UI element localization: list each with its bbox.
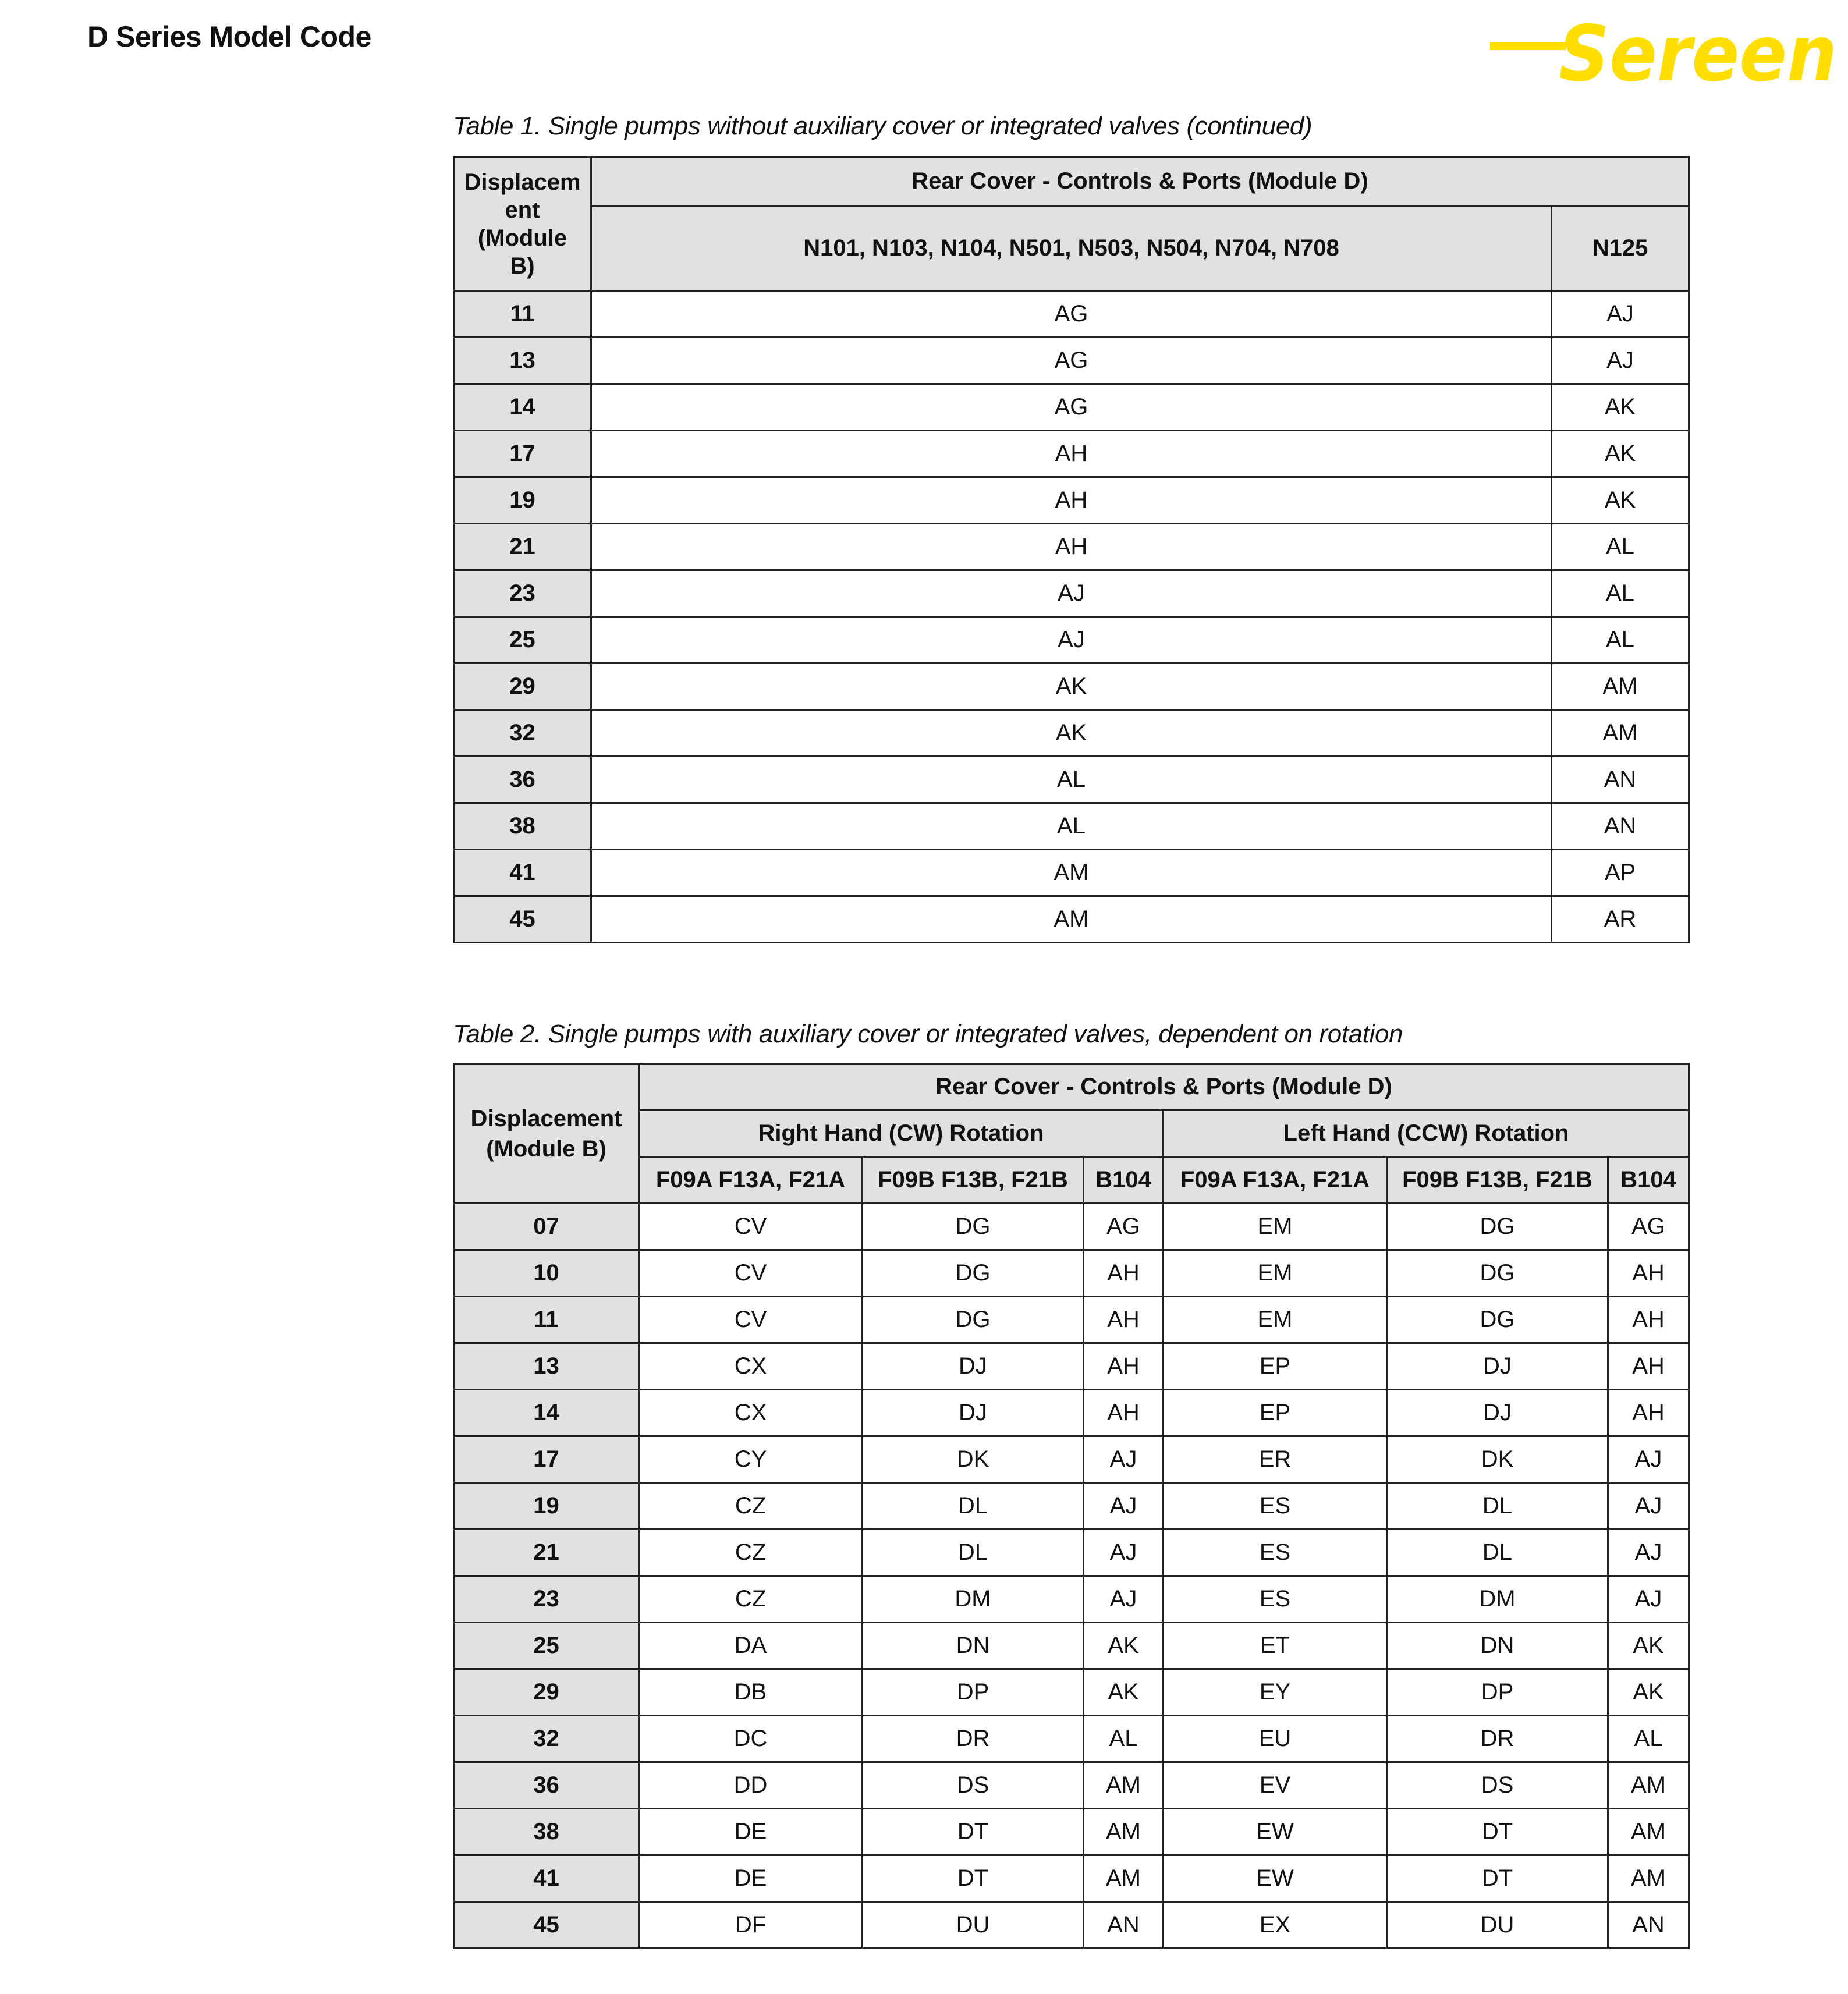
table2-col-header: F09A F13A, F21A <box>639 1157 863 1204</box>
code-cell: DT <box>863 1855 1084 1902</box>
table2-col-header: B104 <box>1608 1157 1689 1204</box>
code-cell: DC <box>639 1716 863 1762</box>
code-cell: EX <box>1164 1902 1387 1949</box>
table-row <box>454 1297 1689 1343</box>
table1-col-header: N125 <box>1552 206 1689 291</box>
code-cell: AL <box>591 757 1552 803</box>
displacement-cell: 29 <box>454 1669 639 1716</box>
table-row <box>454 1809 1689 1855</box>
table-row <box>454 757 1689 803</box>
code-cell: AG <box>591 338 1552 384</box>
table2-col-header: F09A F13A, F21A <box>1164 1157 1387 1204</box>
table2-rotation-header-cw: Right Hand (CW) Rotation <box>639 1110 1164 1157</box>
code-cell: DG <box>1387 1204 1608 1250</box>
code-cell: AH <box>1084 1297 1164 1343</box>
code-cell: AM <box>1084 1855 1164 1902</box>
code-cell: CX <box>639 1390 863 1436</box>
code-cell: AN <box>1552 757 1689 803</box>
code-cell: CZ <box>639 1483 863 1530</box>
code-cell: DL <box>863 1530 1084 1576</box>
code-cell: AJ <box>1084 1530 1164 1576</box>
code-cell: AH <box>591 524 1552 570</box>
code-cell: DR <box>863 1716 1084 1762</box>
table1 <box>453 156 1690 943</box>
table2-caption: Table 2. Single pumps with auxiliary cover or integrated valves, dependent on rotation <box>453 1020 1403 1048</box>
code-cell: AM <box>1084 1809 1164 1855</box>
code-cell: AL <box>591 803 1552 850</box>
table-row <box>454 1623 1689 1669</box>
code-cell: AJ <box>1084 1483 1164 1530</box>
table-row <box>454 1902 1689 1949</box>
table1-displacement-header: Displacem ent (Module B) <box>454 157 591 291</box>
table-row <box>454 1530 1689 1576</box>
code-cell: DT <box>1387 1855 1608 1902</box>
code-cell: DJ <box>1387 1343 1608 1390</box>
code-cell: DT <box>1387 1809 1608 1855</box>
code-cell: AH <box>591 431 1552 477</box>
table-row <box>454 1669 1689 1716</box>
table-row <box>454 617 1689 664</box>
code-cell: AM <box>1608 1855 1689 1902</box>
code-cell: AK <box>591 710 1552 757</box>
code-cell: AH <box>1084 1250 1164 1297</box>
code-cell: AR <box>1552 896 1689 943</box>
code-cell: AJ <box>1552 338 1689 384</box>
code-cell: AJ <box>1084 1436 1164 1483</box>
displacement-cell: 14 <box>454 384 591 431</box>
code-cell: AL <box>1552 617 1689 664</box>
code-cell: EM <box>1164 1250 1387 1297</box>
table2-col-header: B104 <box>1084 1157 1164 1204</box>
code-cell: DN <box>1387 1623 1608 1669</box>
code-cell: DL <box>1387 1530 1608 1576</box>
code-cell: CX <box>639 1343 863 1390</box>
table1-col-header: N101, N103, N104, N501, N503, N504, N704, N708 <box>591 206 1552 291</box>
code-cell: CZ <box>639 1530 863 1576</box>
table-row <box>454 1483 1689 1530</box>
code-cell: ES <box>1164 1576 1387 1623</box>
code-cell: AK <box>1552 477 1689 524</box>
code-cell: EP <box>1164 1390 1387 1436</box>
displacement-cell: 11 <box>454 291 591 338</box>
code-cell: AM <box>591 896 1552 943</box>
code-cell: AK <box>1552 431 1689 477</box>
code-cell: DM <box>1387 1576 1608 1623</box>
code-cell: CZ <box>639 1576 863 1623</box>
displacement-cell: 13 <box>454 1343 639 1390</box>
code-cell: AJ <box>1608 1436 1689 1483</box>
table-row <box>454 1390 1689 1436</box>
table2-body <box>454 1204 1689 1949</box>
company-logo <box>1490 12 1839 87</box>
code-cell: DL <box>863 1483 1084 1530</box>
displacement-cell: 25 <box>454 1623 639 1669</box>
code-cell: DG <box>863 1250 1084 1297</box>
code-cell: DR <box>1387 1716 1608 1762</box>
code-cell: DG <box>1387 1250 1608 1297</box>
code-cell: DG <box>863 1204 1084 1250</box>
code-cell: ET <box>1164 1623 1387 1669</box>
table1-caption: Table 1. Single pumps without auxiliary cover or integrated valves (continued) <box>453 112 1313 140</box>
code-cell: AK <box>1084 1669 1164 1716</box>
table-row <box>454 477 1689 524</box>
displacement-cell: 36 <box>454 1762 639 1809</box>
displacement-cell: 29 <box>454 664 591 710</box>
code-cell: DU <box>1387 1902 1608 1949</box>
code-cell: AN <box>1084 1902 1164 1949</box>
displacement-cell: 10 <box>454 1250 639 1297</box>
code-cell: AL <box>1552 524 1689 570</box>
code-cell: AK <box>1608 1669 1689 1716</box>
displacement-cell: 11 <box>454 1297 639 1343</box>
table-row <box>454 1716 1689 1762</box>
table2-displacement-header: Displacement (Module B) <box>454 1064 639 1204</box>
code-cell: DM <box>863 1576 1084 1623</box>
code-cell: CV <box>639 1250 863 1297</box>
table-row <box>454 524 1689 570</box>
displacement-cell: 32 <box>454 710 591 757</box>
code-cell: AM <box>1552 664 1689 710</box>
code-cell: DS <box>1387 1762 1608 1809</box>
code-cell: AG <box>1608 1204 1689 1250</box>
code-cell: AM <box>1552 710 1689 757</box>
code-cell: DN <box>863 1623 1084 1669</box>
table2-col-header: F09B F13B, F21B <box>863 1157 1084 1204</box>
table-row <box>454 1343 1689 1390</box>
code-cell: DK <box>1387 1436 1608 1483</box>
code-cell: AM <box>591 850 1552 896</box>
displacement-cell: 36 <box>454 757 591 803</box>
code-cell: AM <box>1608 1762 1689 1809</box>
table-row <box>454 384 1689 431</box>
table-row <box>454 338 1689 384</box>
code-cell: DJ <box>863 1390 1084 1436</box>
displacement-cell: 17 <box>454 1436 639 1483</box>
displacement-cell: 19 <box>454 477 591 524</box>
code-cell: AN <box>1608 1902 1689 1949</box>
code-cell: AJ <box>591 570 1552 617</box>
code-cell: ER <box>1164 1436 1387 1483</box>
displacement-cell: 21 <box>454 1530 639 1576</box>
code-cell: AP <box>1552 850 1689 896</box>
table-row <box>454 896 1689 943</box>
code-cell: AL <box>1608 1716 1689 1762</box>
table1-body <box>454 291 1689 943</box>
code-cell: DU <box>863 1902 1084 1949</box>
displacement-cell: 41 <box>454 850 591 896</box>
code-cell: AH <box>591 477 1552 524</box>
code-cell: AM <box>1608 1809 1689 1855</box>
displacement-cell: 14 <box>454 1390 639 1436</box>
table2-col-header: F09B F13B, F21B <box>1387 1157 1608 1204</box>
code-cell: AK <box>1552 384 1689 431</box>
code-cell: DA <box>639 1623 863 1669</box>
code-cell: EP <box>1164 1343 1387 1390</box>
displacement-cell: 32 <box>454 1716 639 1762</box>
code-cell: AJ <box>1608 1483 1689 1530</box>
code-cell: DP <box>1387 1669 1608 1716</box>
code-cell: DT <box>863 1809 1084 1855</box>
code-cell: AH <box>1608 1343 1689 1390</box>
displacement-cell: 41 <box>454 1855 639 1902</box>
displacement-cell: 25 <box>454 617 591 664</box>
code-cell: AN <box>1552 803 1689 850</box>
code-cell: AM <box>1084 1762 1164 1809</box>
code-cell: DF <box>639 1902 863 1949</box>
code-cell: AJ <box>1608 1576 1689 1623</box>
code-cell: AH <box>1608 1297 1689 1343</box>
table-row <box>454 1576 1689 1623</box>
code-cell: ES <box>1164 1530 1387 1576</box>
code-cell: AJ <box>1608 1530 1689 1576</box>
code-cell: DL <box>1387 1483 1608 1530</box>
code-cell: DP <box>863 1669 1084 1716</box>
table-row <box>454 710 1689 757</box>
code-cell: DD <box>639 1762 863 1809</box>
code-cell: DG <box>863 1297 1084 1343</box>
code-cell: DJ <box>863 1343 1084 1390</box>
code-cell: AJ <box>591 617 1552 664</box>
table-row <box>454 431 1689 477</box>
code-cell: EV <box>1164 1762 1387 1809</box>
table-row <box>454 850 1689 896</box>
code-cell: EW <box>1164 1809 1387 1855</box>
code-cell: CY <box>639 1436 863 1483</box>
code-cell: AG <box>1084 1204 1164 1250</box>
displacement-cell: 07 <box>454 1204 639 1250</box>
table-row <box>454 291 1689 338</box>
table-row <box>454 1250 1689 1297</box>
code-cell: DS <box>863 1762 1084 1809</box>
table-row <box>454 570 1689 617</box>
displacement-cell: 17 <box>454 431 591 477</box>
logo-swoosh-bar <box>1490 42 1566 50</box>
table-row <box>454 803 1689 850</box>
code-cell: AJ <box>1084 1576 1164 1623</box>
code-cell: EU <box>1164 1716 1387 1762</box>
page-title: D Series Model Code <box>87 20 371 53</box>
table1-group-header: Rear Cover - Controls & Ports (Module D) <box>591 157 1689 206</box>
code-cell: CV <box>639 1297 863 1343</box>
code-cell: AG <box>591 291 1552 338</box>
code-cell: AH <box>1084 1343 1164 1390</box>
code-cell: DJ <box>1387 1390 1608 1436</box>
displacement-cell: 21 <box>454 524 591 570</box>
table-row <box>454 1436 1689 1483</box>
code-cell: EY <box>1164 1669 1387 1716</box>
displacement-cell: 19 <box>454 1483 639 1530</box>
code-cell: AH <box>1084 1390 1164 1436</box>
table-row <box>454 1762 1689 1809</box>
code-cell: EM <box>1164 1204 1387 1250</box>
table-row <box>454 664 1689 710</box>
code-cell: AG <box>591 384 1552 431</box>
displacement-cell: 38 <box>454 1809 639 1855</box>
code-cell: AH <box>1608 1250 1689 1297</box>
code-cell: AL <box>1084 1716 1164 1762</box>
table2-group-header: Rear Cover - Controls & Ports (Module D) <box>639 1064 1689 1110</box>
code-cell: AH <box>1608 1390 1689 1436</box>
table-row <box>454 1204 1689 1250</box>
code-cell: ES <box>1164 1483 1387 1530</box>
code-cell: AJ <box>1552 291 1689 338</box>
table2-rotation-header-ccw: Left Hand (CCW) Rotation <box>1164 1110 1689 1157</box>
code-cell: CV <box>639 1204 863 1250</box>
displacement-cell: 13 <box>454 338 591 384</box>
code-cell: AK <box>1084 1623 1164 1669</box>
code-cell: AL <box>1552 570 1689 617</box>
code-cell: DG <box>1387 1297 1608 1343</box>
displacement-cell: 45 <box>454 1902 639 1949</box>
code-cell: EW <box>1164 1855 1387 1902</box>
code-cell: AK <box>1608 1623 1689 1669</box>
table-row <box>454 1855 1689 1902</box>
code-cell: DB <box>639 1669 863 1716</box>
displacement-cell: 38 <box>454 803 591 850</box>
code-cell: DE <box>639 1809 863 1855</box>
displacement-cell: 23 <box>454 1576 639 1623</box>
displacement-cell: 45 <box>454 896 591 943</box>
code-cell: DE <box>639 1855 863 1902</box>
code-cell: AK <box>591 664 1552 710</box>
displacement-cell: 23 <box>454 570 591 617</box>
logo-wordmark: Sereen <box>1559 12 1837 87</box>
code-cell: EM <box>1164 1297 1387 1343</box>
code-cell: DK <box>863 1436 1084 1483</box>
table2 <box>453 1063 1690 1949</box>
